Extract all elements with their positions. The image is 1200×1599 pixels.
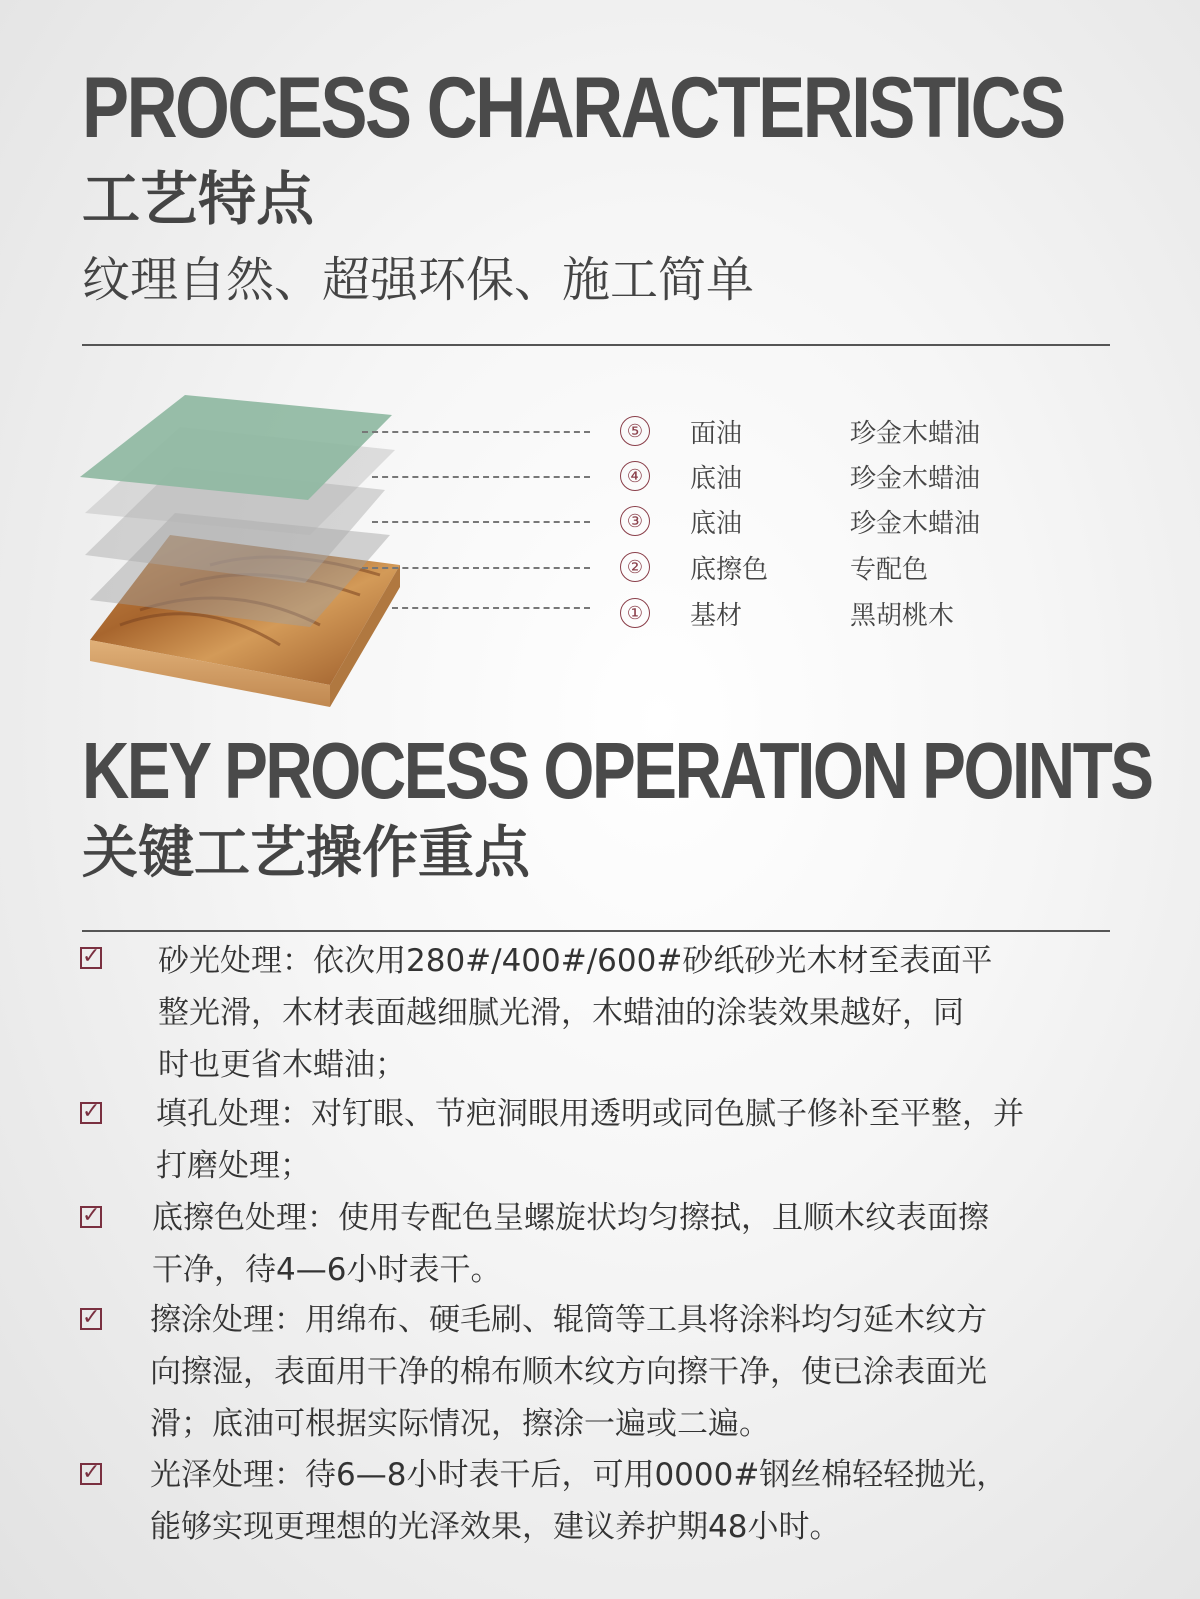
connector-line-5	[362, 431, 590, 433]
point-line: 向擦湿，表面用干净的棉布顺木纹方向擦干净，使已涂表面光	[150, 1354, 987, 1390]
layer-name: 基材	[690, 600, 743, 631]
point-line: 砂光处理：依次用280#/400#/600#砂纸砂光木材至表面平	[158, 943, 993, 979]
layer-name: 底油	[690, 508, 743, 539]
divider-1	[82, 344, 1110, 346]
layer-row-5	[620, 413, 981, 449]
checkbox-icon: ✓	[82, 1099, 101, 1124]
checkbox-icon: ✓	[82, 1203, 101, 1228]
point-line: 滑；底油可根据实际情况，擦涂一遍或二遍。	[150, 1406, 770, 1442]
point-staining	[152, 1192, 989, 1296]
layer-row-2	[620, 549, 929, 585]
layer-number: ③	[620, 506, 650, 536]
divider-2	[82, 930, 1110, 932]
layer-row-1	[620, 595, 955, 631]
layer-number: ④	[620, 461, 650, 491]
layer-material: 珍金木蜡油	[850, 418, 981, 449]
section1-subtitle: 纹理自然、超强环保、施工简单	[82, 252, 755, 308]
wood-layers-illustration	[80, 395, 420, 710]
connector-line-2	[362, 567, 590, 569]
section2-en-title: KEY PROCESS OPERATION POINTS	[82, 726, 1152, 815]
layer-material: 黑胡桃木	[850, 600, 955, 631]
layer-name: 面油	[690, 418, 743, 449]
checkbox-icon: ✓	[82, 1305, 101, 1330]
layer-row-3	[620, 503, 981, 539]
layer-material: 专配色	[850, 554, 929, 585]
checkbox-icon: ✓	[82, 944, 101, 969]
point-sanding	[158, 935, 992, 1091]
layer-material: 珍金木蜡油	[850, 508, 981, 539]
layer-number: ①	[620, 598, 650, 628]
point-line: 光泽处理：待6—8小时表干后，可用0000#钢丝棉轻轻抛光，	[150, 1457, 1008, 1493]
section1-cn-title: 工艺特点	[82, 165, 315, 233]
layer-number: ⑤	[620, 416, 650, 446]
point-gloss	[150, 1449, 1007, 1553]
point-line: 时也更省木蜡油；	[158, 1047, 406, 1083]
section2-cn-title: 关键工艺操作重点	[82, 821, 530, 886]
layer-name: 底油	[690, 463, 743, 494]
point-line: 擦涂处理：用绵布、硬毛刷、辊筒等工具将涂料均匀延木纹方	[150, 1302, 987, 1338]
point-line: 能够实现更理想的光泽效果，建议养护期48小时。	[150, 1509, 841, 1545]
point-filling	[156, 1088, 1024, 1192]
checkbox-icon: ✓	[82, 1460, 101, 1485]
point-wiping	[150, 1294, 987, 1450]
point-line: 干净，待4—6小时表干。	[152, 1252, 502, 1288]
layer-row-4	[620, 458, 981, 494]
point-line: 填孔处理：对钉眼、节疤洞眼用透明或同色腻子修补至平整，并	[156, 1096, 1024, 1132]
point-line: 底擦色处理：使用专配色呈螺旋状均匀擦拭，且顺木纹表面擦	[152, 1200, 989, 1236]
section1-en-title: PROCESS CHARACTERISTICS	[82, 60, 1064, 156]
layer-material: 珍金木蜡油	[850, 463, 981, 494]
point-line: 整光滑，木材表面越细腻光滑，木蜡油的涂装效果越好，同	[158, 995, 964, 1031]
connector-line-4	[372, 476, 590, 478]
layer-number: ②	[620, 552, 650, 582]
connector-line-3	[372, 521, 590, 523]
point-line: 打磨处理；	[156, 1148, 311, 1184]
layer-name: 底擦色	[690, 554, 769, 585]
connector-line-1	[392, 607, 590, 609]
